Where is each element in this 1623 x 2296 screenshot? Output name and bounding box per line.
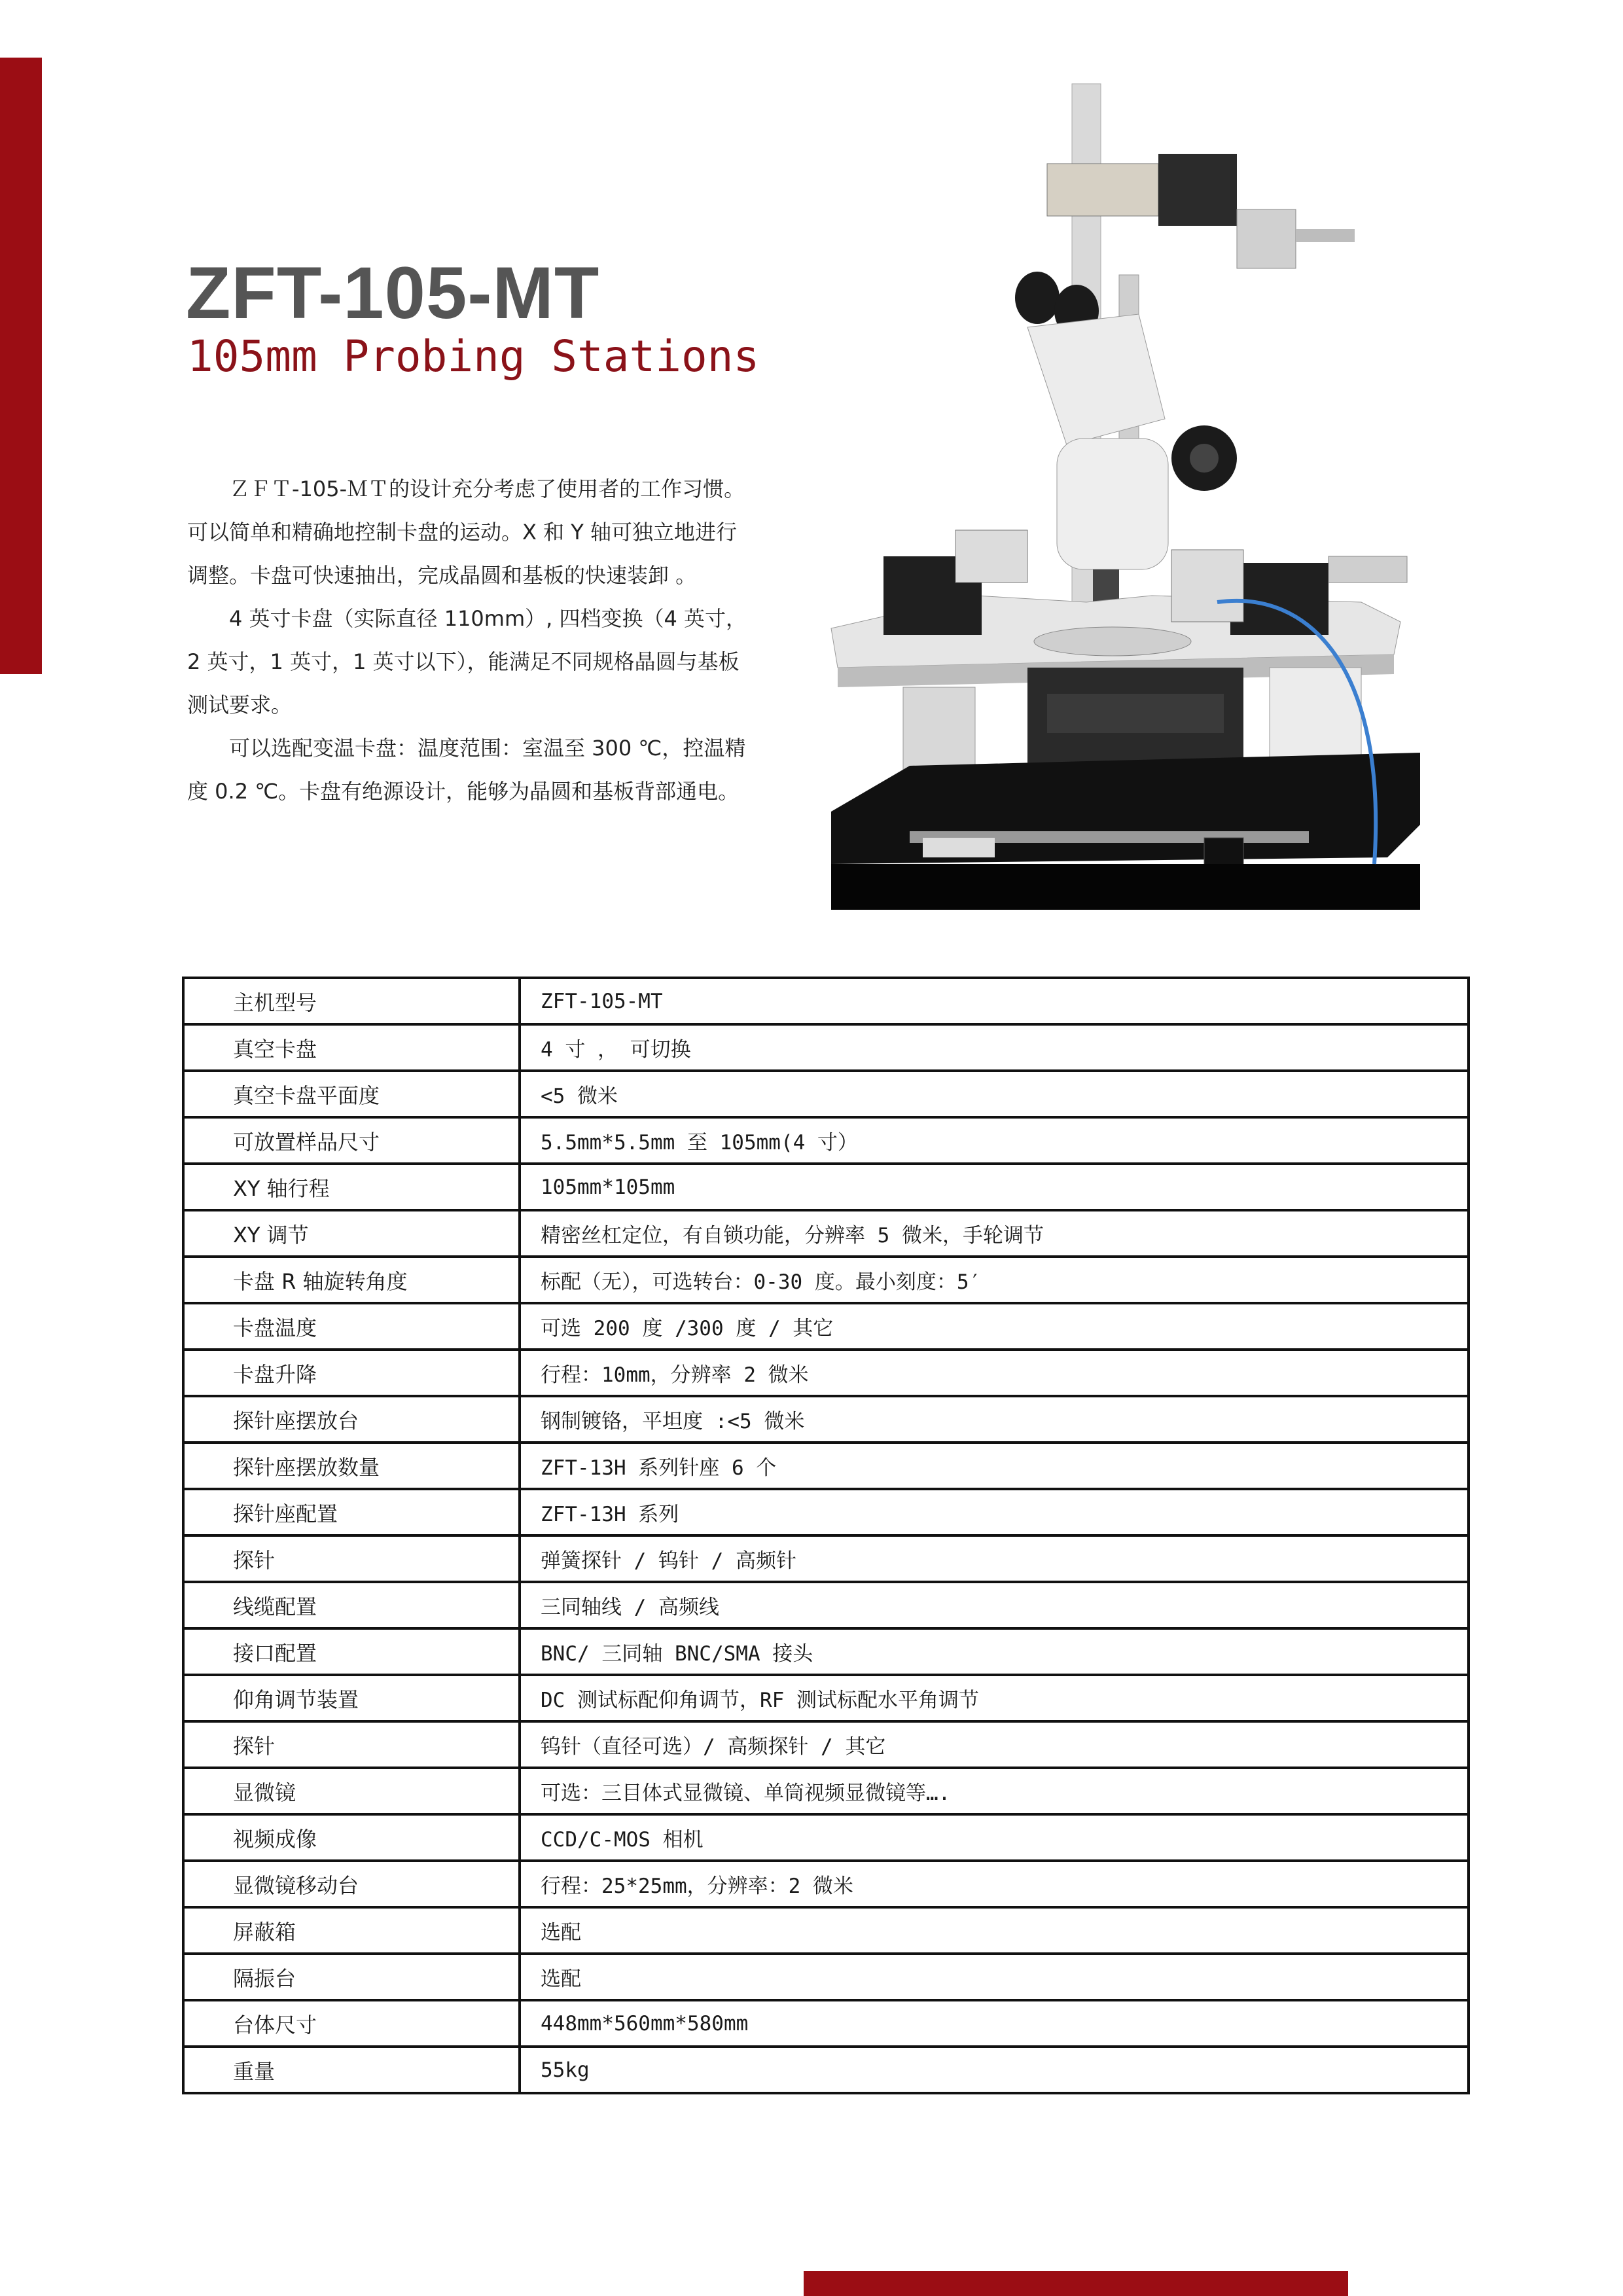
spec-label: XY 调节 xyxy=(183,1210,520,1257)
spec-label: 显微镜移动台 xyxy=(183,1861,520,1907)
table-row xyxy=(183,1768,1469,1814)
spec-label: 探针 xyxy=(183,1721,520,1768)
spec-value: 行程：25*25mm，分辨率：2 微米 xyxy=(520,1861,1469,1907)
spec-label: 台体尺寸 xyxy=(183,2000,520,2047)
left-accent-bar xyxy=(0,58,42,674)
page-title: ZFT-105-MT xyxy=(186,252,600,334)
probing-station-image xyxy=(812,79,1433,929)
spec-value: 4 寸 ， 可切换 xyxy=(520,1024,1469,1071)
spec-value: 可选 200 度 /300 度 / 其它 xyxy=(520,1303,1469,1350)
spec-label: 卡盘升降 xyxy=(183,1350,520,1396)
spec-label: XY 轴行程 xyxy=(183,1164,520,1210)
intro-paragraph: ＺＦＴ-105-ＭＴ的设计充分考虑了使用者的工作习惯。可以简单和精确地控制卡盘的运动。X 和 Y 轴可独立地进行调整。卡盘可快速抽出，完成晶圆和基板的快速装卸 。 xyxy=(187,476,745,588)
spec-value: ZFT-13H 系列针座 6 个 xyxy=(520,1443,1469,1489)
spec-value: 钢制镀铬，平坦度 :<5 微米 xyxy=(520,1396,1469,1443)
table-row xyxy=(183,1535,1469,1582)
spec-value: 选配 xyxy=(520,1907,1469,1954)
table-row xyxy=(183,1117,1469,1164)
table-row xyxy=(183,1396,1469,1443)
spec-label: 显微镜 xyxy=(183,1768,520,1814)
table-row xyxy=(183,1443,1469,1489)
spec-label: 探针 xyxy=(183,1535,520,1582)
table-row xyxy=(183,978,1469,1024)
spec-value: 5.5mm*5.5mm 至 105mm(4 寸） xyxy=(520,1117,1469,1164)
spec-value: ZFT-105-MT xyxy=(520,978,1469,1024)
spec-label: 线缆配置 xyxy=(183,1582,520,1628)
table-row xyxy=(183,1675,1469,1721)
spec-value: 选配 xyxy=(520,1954,1469,2000)
table-row xyxy=(183,1210,1469,1257)
spec-label: 可放置样品尺寸 xyxy=(183,1117,520,1164)
spec-value: 钨针（直径可选）/ 高频探针 / 其它 xyxy=(520,1721,1469,1768)
spec-value: 448mm*560mm*580mm xyxy=(520,2000,1469,2047)
intro-paragraph: 可以选配变温卡盘：温度范围：室温至 300 ℃，控温精度 0.2 ℃。卡盘有绝源设计，能够为晶圆和基板背部通电。 xyxy=(187,736,746,804)
spec-label: 隔振台 xyxy=(183,1954,520,2000)
spec-label: 探针座摆放数量 xyxy=(183,1443,520,1489)
table-row xyxy=(183,1303,1469,1350)
page-subtitle: 105mm Probing Stations xyxy=(187,331,760,382)
spec-value: 精密丝杠定位，有自锁功能，分辨率 5 微米，手轮调节 xyxy=(520,1210,1469,1257)
table-row xyxy=(183,1164,1469,1210)
table-row xyxy=(183,1257,1469,1303)
table-row xyxy=(183,2047,1469,2093)
spec-value: 55kg xyxy=(520,2047,1469,2093)
table-row xyxy=(183,1721,1469,1768)
spec-value: ZFT-13H 系列 xyxy=(520,1489,1469,1535)
table-row xyxy=(183,1350,1469,1396)
table-row xyxy=(183,1582,1469,1628)
table-row xyxy=(183,1071,1469,1117)
bottom-accent-bar xyxy=(804,2271,1348,2296)
spec-label: 视频成像 xyxy=(183,1814,520,1861)
spec-value: 标配（无），可选转台：0-30 度。最小刻度：5′ xyxy=(520,1257,1469,1303)
spec-label: 主机型号 xyxy=(183,978,520,1024)
spec-label: 仰角调节装置 xyxy=(183,1675,520,1721)
spec-label: 探针座配置 xyxy=(183,1489,520,1535)
spec-label: 卡盘 R 轴旋转角度 xyxy=(183,1257,520,1303)
spec-value: DC 测试标配仰角调节，RF 测试标配水平角调节 xyxy=(520,1675,1469,1721)
spec-table xyxy=(182,977,1470,2094)
spec-value: 行程：10mm，分辨率 2 微米 xyxy=(520,1350,1469,1396)
spec-value: <5 微米 xyxy=(520,1071,1469,1117)
spec-label: 真空卡盘平面度 xyxy=(183,1071,520,1117)
table-row xyxy=(183,1024,1469,1071)
spec-label: 屏蔽箱 xyxy=(183,1907,520,1954)
spec-value: 弹簧探针 / 钨针 / 高频针 xyxy=(520,1535,1469,1582)
spec-value: 三同轴线 / 高频线 xyxy=(520,1582,1469,1628)
table-row xyxy=(183,1907,1469,1954)
table-row xyxy=(183,1628,1469,1675)
table-row xyxy=(183,1861,1469,1907)
table-row xyxy=(183,1489,1469,1535)
table-row xyxy=(183,1954,1469,2000)
spec-value: BNC/ 三同轴 BNC/SMA 接头 xyxy=(520,1628,1469,1675)
spec-value: 105mm*105mm xyxy=(520,1164,1469,1210)
spec-value: 可选：三目体式显微镜、单筒视频显微镜等…. xyxy=(520,1768,1469,1814)
intro-text xyxy=(187,467,750,813)
spec-value: CCD/C-MOS 相机 xyxy=(520,1814,1469,1861)
spec-label: 卡盘温度 xyxy=(183,1303,520,1350)
intro-paragraph: 4 英寸卡盘（实际直径 110mm）, 四档变换（4 英寸，2 英寸，1 英寸，1 英寸以下），能满足不同规格晶圆与基板测试要求。 xyxy=(187,606,747,717)
table-row xyxy=(183,1814,1469,1861)
table-row xyxy=(183,2000,1469,2047)
spec-label: 真空卡盘 xyxy=(183,1024,520,1071)
spec-label: 探针座摆放台 xyxy=(183,1396,520,1443)
spec-label: 重量 xyxy=(183,2047,520,2093)
spec-label: 接口配置 xyxy=(183,1628,520,1675)
